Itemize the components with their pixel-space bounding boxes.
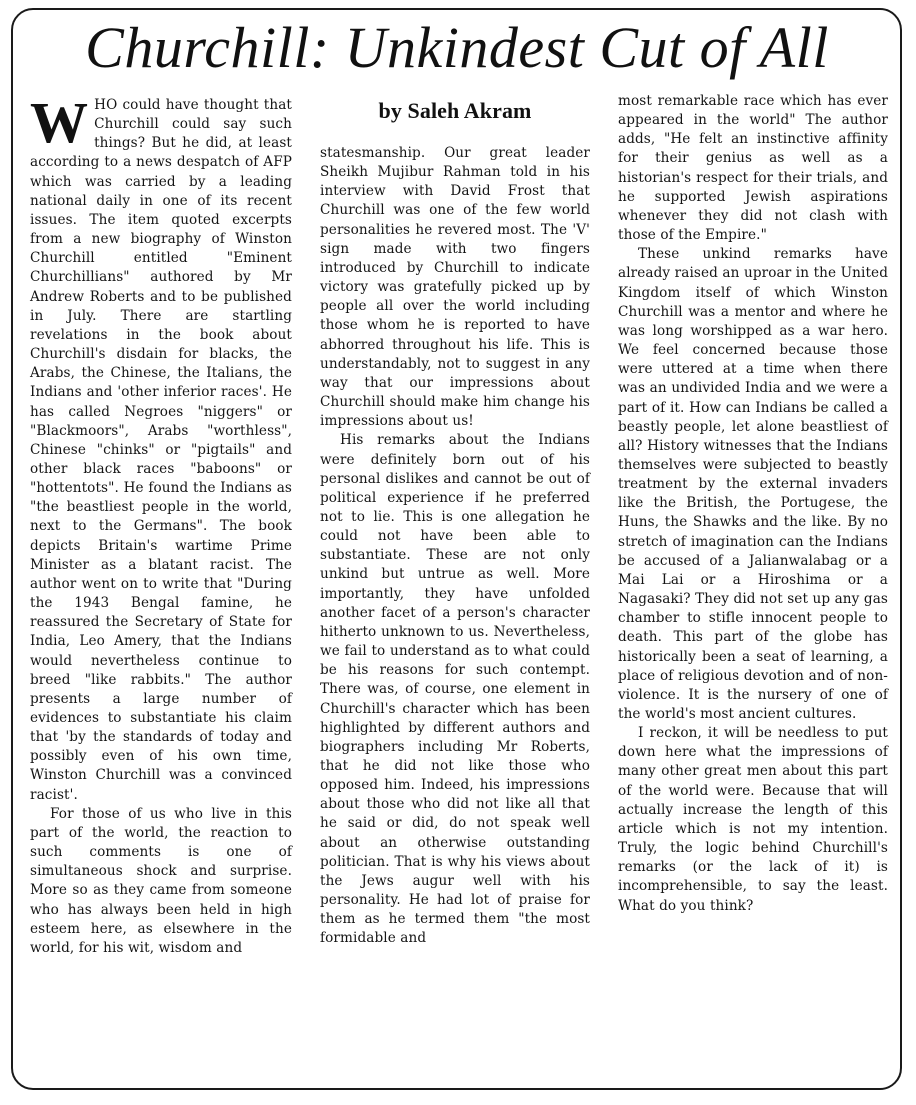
paragraph: I reckon, it will be needless to put down here what the impressions of many other great men about this part of the world were. Because that will actually increase the length of this article which is not my intention. Truly, the logic behind Churchill's remarks (or the lack of it) is incomprehensible, to say the least. What do you think? — [618, 725, 888, 914]
paragraph: HO could have thought that Churchill could say such things? But he did, at least according to a news despatch of AFP which was carried by a leading national daily in one of its recent issues. The item quoted excerpts from a new biography of Winston Churchill entitled "Eminent Churchillians" authored by Mr Andrew Roberts and to be published in July. There are startling revelations in the book about Churchill's disdain for blacks, the Arabs, the Chinese, the Italians, the Indians and 'other inferior races'. He has called Negroes "niggers" or "Blackmoors", Arabs "worthless", Chinese "chinks" or "pigtails" and other black races "baboons" or "hottentots". He found the Indians as "the beastliest people in the world, next to the Germans". The book depicts Britain's wartime Prime Minister as a blatant racist. The author went on to write that "During the 1943 Bengal famine, he reassured the Secretary of State for India, Leo Amery, that the Indians would nevertheless continue to breed "like rabbits." The author presents a large number of evidences to substantiate his claim that 'by the standards of today and possibly even of his own time, Winston Churchill was a convinced racist'. — [30, 97, 292, 803]
paragraph: His remarks about the Indians were definitely born out of his personal dislikes and cannot be out of political experience if he preferred not to lie. This is one allegation he could not have been able to substantiate. These are not only unkind but untrue as well. More importantly, they have unfolded another facet of a person's character hitherto unknown to us. Nevertheless, we fail to understand as to what could be his reasons for such contempt. There was, of course, one element in Churchill's character which has been highlighted by different authors and biographers including Mr Roberts, that he did not like those who opposed him. Indeed, his impressions about those who did not like all that he said or did, do not speak well about an otherwise outstanding politician. That is why his views about the Jews augur well with his personality. He had lot of praise for them as he termed them "the most formidable and — [320, 432, 590, 947]
paragraph: These unkind remarks have already raised an uproar in the United Kingdom itself of which Winston Churchill was a mentor and where he was long worshipped as a war hero. We feel concerned because those were uttered at a time when there was an undivided India and we were a part of it. How can Indians be called a beastly people, let alone beastliest of all? History witnesses that the Indians themselves were subjected to beastly treatment by the external invaders like the British, the Portugese, the Huns, the Shawks and the like. By no stretch of imagination can the Indians be accused of a Jalianwalabag or a Mai Lai or a Hiroshima or a Nagasaki? They did not set up any gas chamber to stifle innocent people to death. This part of the globe has historically been a seat of learning, a place of religious devotion and of non-violence. It is the nursery of one of the world's most ancient cultures. — [618, 246, 888, 722]
paragraph: For those of us who live in this part of the world, the reaction to such comments is one of simultaneous shock and surprise. More so as they came from someone who has always been held in high esteem here, as elsewhere in the world, for his wit, wisdom and — [30, 805, 292, 956]
drop-cap: W — [30, 90, 89, 155]
article-column-1 — [30, 90, 292, 958]
article-column-3 — [618, 92, 888, 916]
article-column-2 — [320, 96, 590, 949]
byline: by Saleh Akram — [378, 98, 532, 123]
headline: Churchill: Unkindest Cut of All — [85, 15, 829, 80]
paragraph: statesmanship. Our great leader Sheikh Mujibur Rahman told in his interview with David Frost that Churchill was one of the few world personalities he revered most. The 'V' sign made with two fingers introduced by Churchill to indicate victory was gratefully picked up by people all over the world including those whom he is reported to have abhorred throughout his life. This is understandably, not to suggest in any way that our impressions about Churchill should make him change his impressions about us! — [320, 145, 590, 430]
paragraph: most remarkable race which has ever appeared in the world" The author adds, "He felt an instinctive affinity for their genius as well as a historian's respect for their trials, and he supported Jewish aspirations whenever they did not clash with those of the Empire." — [618, 93, 888, 244]
